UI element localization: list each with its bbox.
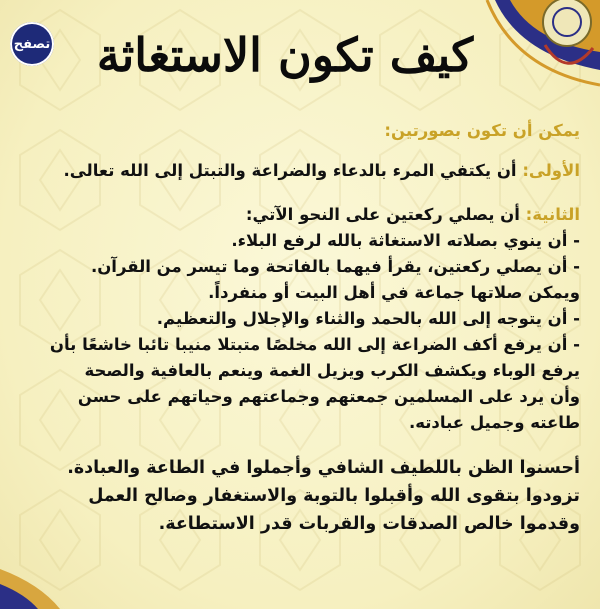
closing-line: تزودوا بتقوى الله وأقبلوا بالتوبة والاستغفار وصالح العمل	[88, 486, 580, 506]
step-line: طاعته وجميل عبادته.	[408, 413, 580, 432]
corner-ornament-icon	[475, 0, 600, 105]
second-label: الثانية:	[525, 205, 580, 224]
step-line: - أن يصلي ركعتين، يقرأ فيهما بالفاتحة وما تيسر من القرآن.	[90, 257, 580, 276]
page-title: كيف تكون الاستغاثة	[96, 28, 474, 82]
second-text: أن يصلي ركعتين على النحو الآتي:	[245, 205, 526, 224]
step-line: يرفع الوباء ويكشف الكرب ويزيل الغمة وينعم بالعافية والصحة	[84, 361, 580, 380]
second-method	[15, 202, 580, 228]
logo-text: تصفح	[13, 36, 51, 52]
site-logo[interactable]	[10, 22, 54, 66]
closing-line: أحسنوا الظن باللطيف الشافي وأجملوا في الطاعة والعبادة.	[67, 458, 580, 478]
step-line: - أن ينوي بصلاته الاستغاثة بالله لرفع البلاء.	[231, 231, 580, 250]
first-method	[15, 158, 580, 184]
closing-line: وقدموا خالص الصدقات والقربات قدر الاستطاعة.	[158, 514, 580, 534]
corner-ornament-bottom-icon	[0, 549, 90, 609]
step-line: - أن يتوجه إلى الله بالحمد والثناء والإجلال والتعظيم.	[156, 309, 580, 328]
step-line: وأن يرد على المسلمين جمعتهم وجماعتهم وحياتهم على حسن	[77, 387, 580, 406]
step-line: - أن يرفع أكف الضراعة إلى الله مخلصًا متبتلا منيبا تائبا خاشعًا بأن	[49, 335, 580, 354]
first-text: أن يكتفي المرء بالدعاء والضراعة والتبتل إلى الله تعالى.	[63, 161, 523, 180]
step-line: ويمكن صلاتها جماعة في أهل البيت أو منفرداً.	[208, 283, 580, 302]
first-label: الأولى:	[522, 161, 580, 180]
article-body	[15, 118, 580, 538]
closing-advice	[15, 454, 580, 538]
intro-heading: يمكن أن تكون بصورتين:	[384, 121, 580, 140]
